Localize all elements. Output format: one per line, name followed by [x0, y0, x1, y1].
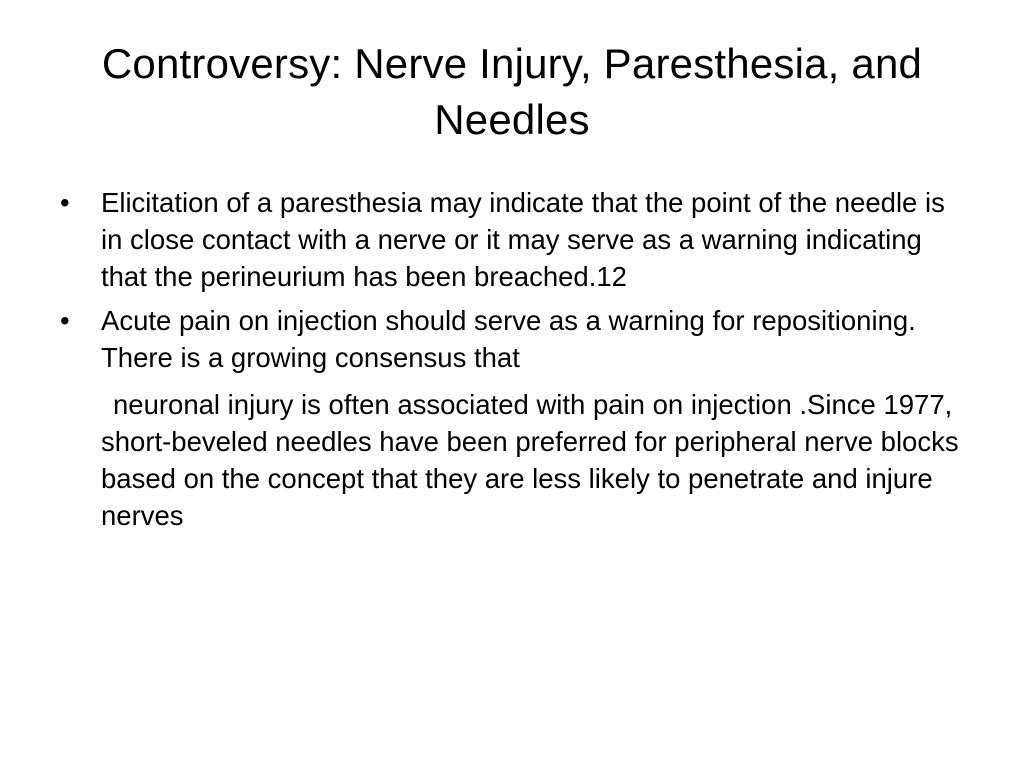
bullet-dot-icon: •	[60, 305, 70, 336]
bullet-dot-icon: •	[60, 187, 70, 218]
bullet-list	[60, 184, 970, 534]
bullet-text: Elicitation of a paresthesia may indicate that the point of the needle is in close contact with a nerve or it may serve as a warning indicating that the perineurium has been breached.12	[101, 187, 945, 292]
continuation-text: neuronal injury is often associated with pain on injection .Since 1977, short-beveled needles have been preferred for peripheral nerve blocks based on the concept that they are less likely to penetrate and injure nerves	[101, 389, 959, 531]
bullet-text: Acute pain on injection should serve as a warning for repositioning. There is a growing consensus that	[101, 305, 916, 373]
bullet-item-acute-pain	[60, 302, 970, 376]
slide-title: Controversy: Nerve Injury, Paresthesia, and Needles	[101, 40, 923, 143]
continuation-paragraph	[60, 386, 970, 534]
bullet-item-paresthesia	[60, 184, 970, 295]
